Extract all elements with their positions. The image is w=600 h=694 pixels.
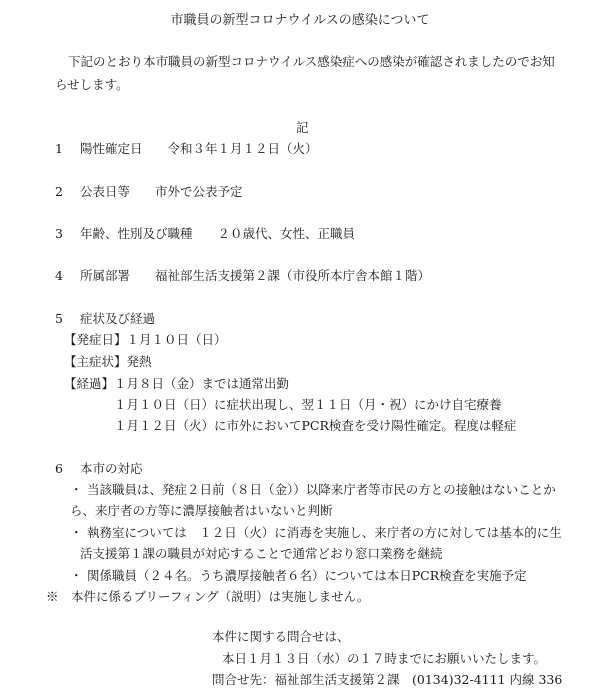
item-2-text: 公表日等 市外で公表予定 bbox=[80, 184, 243, 199]
item-6-heading: 本市の対応 bbox=[80, 461, 143, 476]
item-5-number: 5 bbox=[55, 311, 63, 326]
document-title: 市職員の新型コロナウイルスの感染について bbox=[170, 13, 430, 28]
bullet-2-line-1: 執務室については １２日（火）に消毒を実施し、来庁者の方に対しては基本的に生 bbox=[87, 525, 562, 540]
bullet-dot-2: ・ bbox=[70, 525, 83, 540]
intro-line-1: 下記のとおり本市職員の新型コロナウイルス感染症への感染が確認されましたのでお知 bbox=[68, 54, 555, 69]
bullet-dot-3: ・ bbox=[70, 568, 83, 583]
intro-line-2: らせします。 bbox=[55, 77, 129, 92]
contact-line-1: 本件に関する問合せは、 bbox=[212, 629, 350, 644]
course-line-3: １月１２日（火）に市外においてPCR検査を受け陽性確定。程度は軽症 bbox=[114, 418, 517, 433]
item-6-number: 6 bbox=[55, 461, 63, 476]
course-line-2: １月１０日（日）に症状出現し、翌１１日（月・祝）にかけ自宅療養 bbox=[114, 397, 502, 412]
bullet-1-line-2: ら、来庁者の方等に濃厚接触者はいないと判断 bbox=[70, 503, 333, 518]
bullet-1-line-1: 当該職員は、発症２日前（８日（金））以降来庁者等市民の方との接触はないことか bbox=[87, 482, 556, 497]
item-5-text: 症状及び経過 bbox=[80, 311, 156, 326]
bullet-2-line-2: 活支援第１課の職員が対応することで通常どおり窓口業務を継続 bbox=[80, 546, 443, 561]
main-symptom: 【主症状】発熱 bbox=[64, 354, 152, 369]
bullet-3: 関係職員（２４名。うち濃厚接触者６名）については本日PCR検査を実施予定 bbox=[87, 568, 527, 583]
item-4-text: 所属部署 福祉部生活支援第２課（市役所本庁舎本館１階） bbox=[80, 268, 431, 283]
item-1-number: 1 bbox=[55, 141, 63, 156]
briefing-note: ※ 本件に係るブリーフィング（説明）は実施しません。 bbox=[46, 589, 370, 604]
onset-date: 【発症日】１月１０日（日） bbox=[64, 332, 227, 347]
item-1-text: 陽性確定日 令和３年１月１２日（火） bbox=[80, 141, 318, 156]
item-4-number: 4 bbox=[55, 268, 63, 283]
ki-heading: 記 bbox=[296, 120, 309, 135]
item-2-number: 2 bbox=[55, 184, 63, 199]
contact-line-3: 問合せ先：福祉部生活支援第２課 (0134)32-4111 内線 336 bbox=[212, 672, 563, 687]
contact-line-2: 本日１月１３日（水）の１７時までにお願いいたします。 bbox=[222, 651, 547, 666]
course-line-1: 【経過】１月８日（金）までは通常出勤 bbox=[64, 376, 290, 391]
bullet-dot-1: ・ bbox=[70, 482, 83, 497]
item-3-text: 年齢、性別及び職種 ２０歳代、女性、正職員 bbox=[80, 226, 356, 241]
item-3-number: 3 bbox=[55, 226, 63, 241]
